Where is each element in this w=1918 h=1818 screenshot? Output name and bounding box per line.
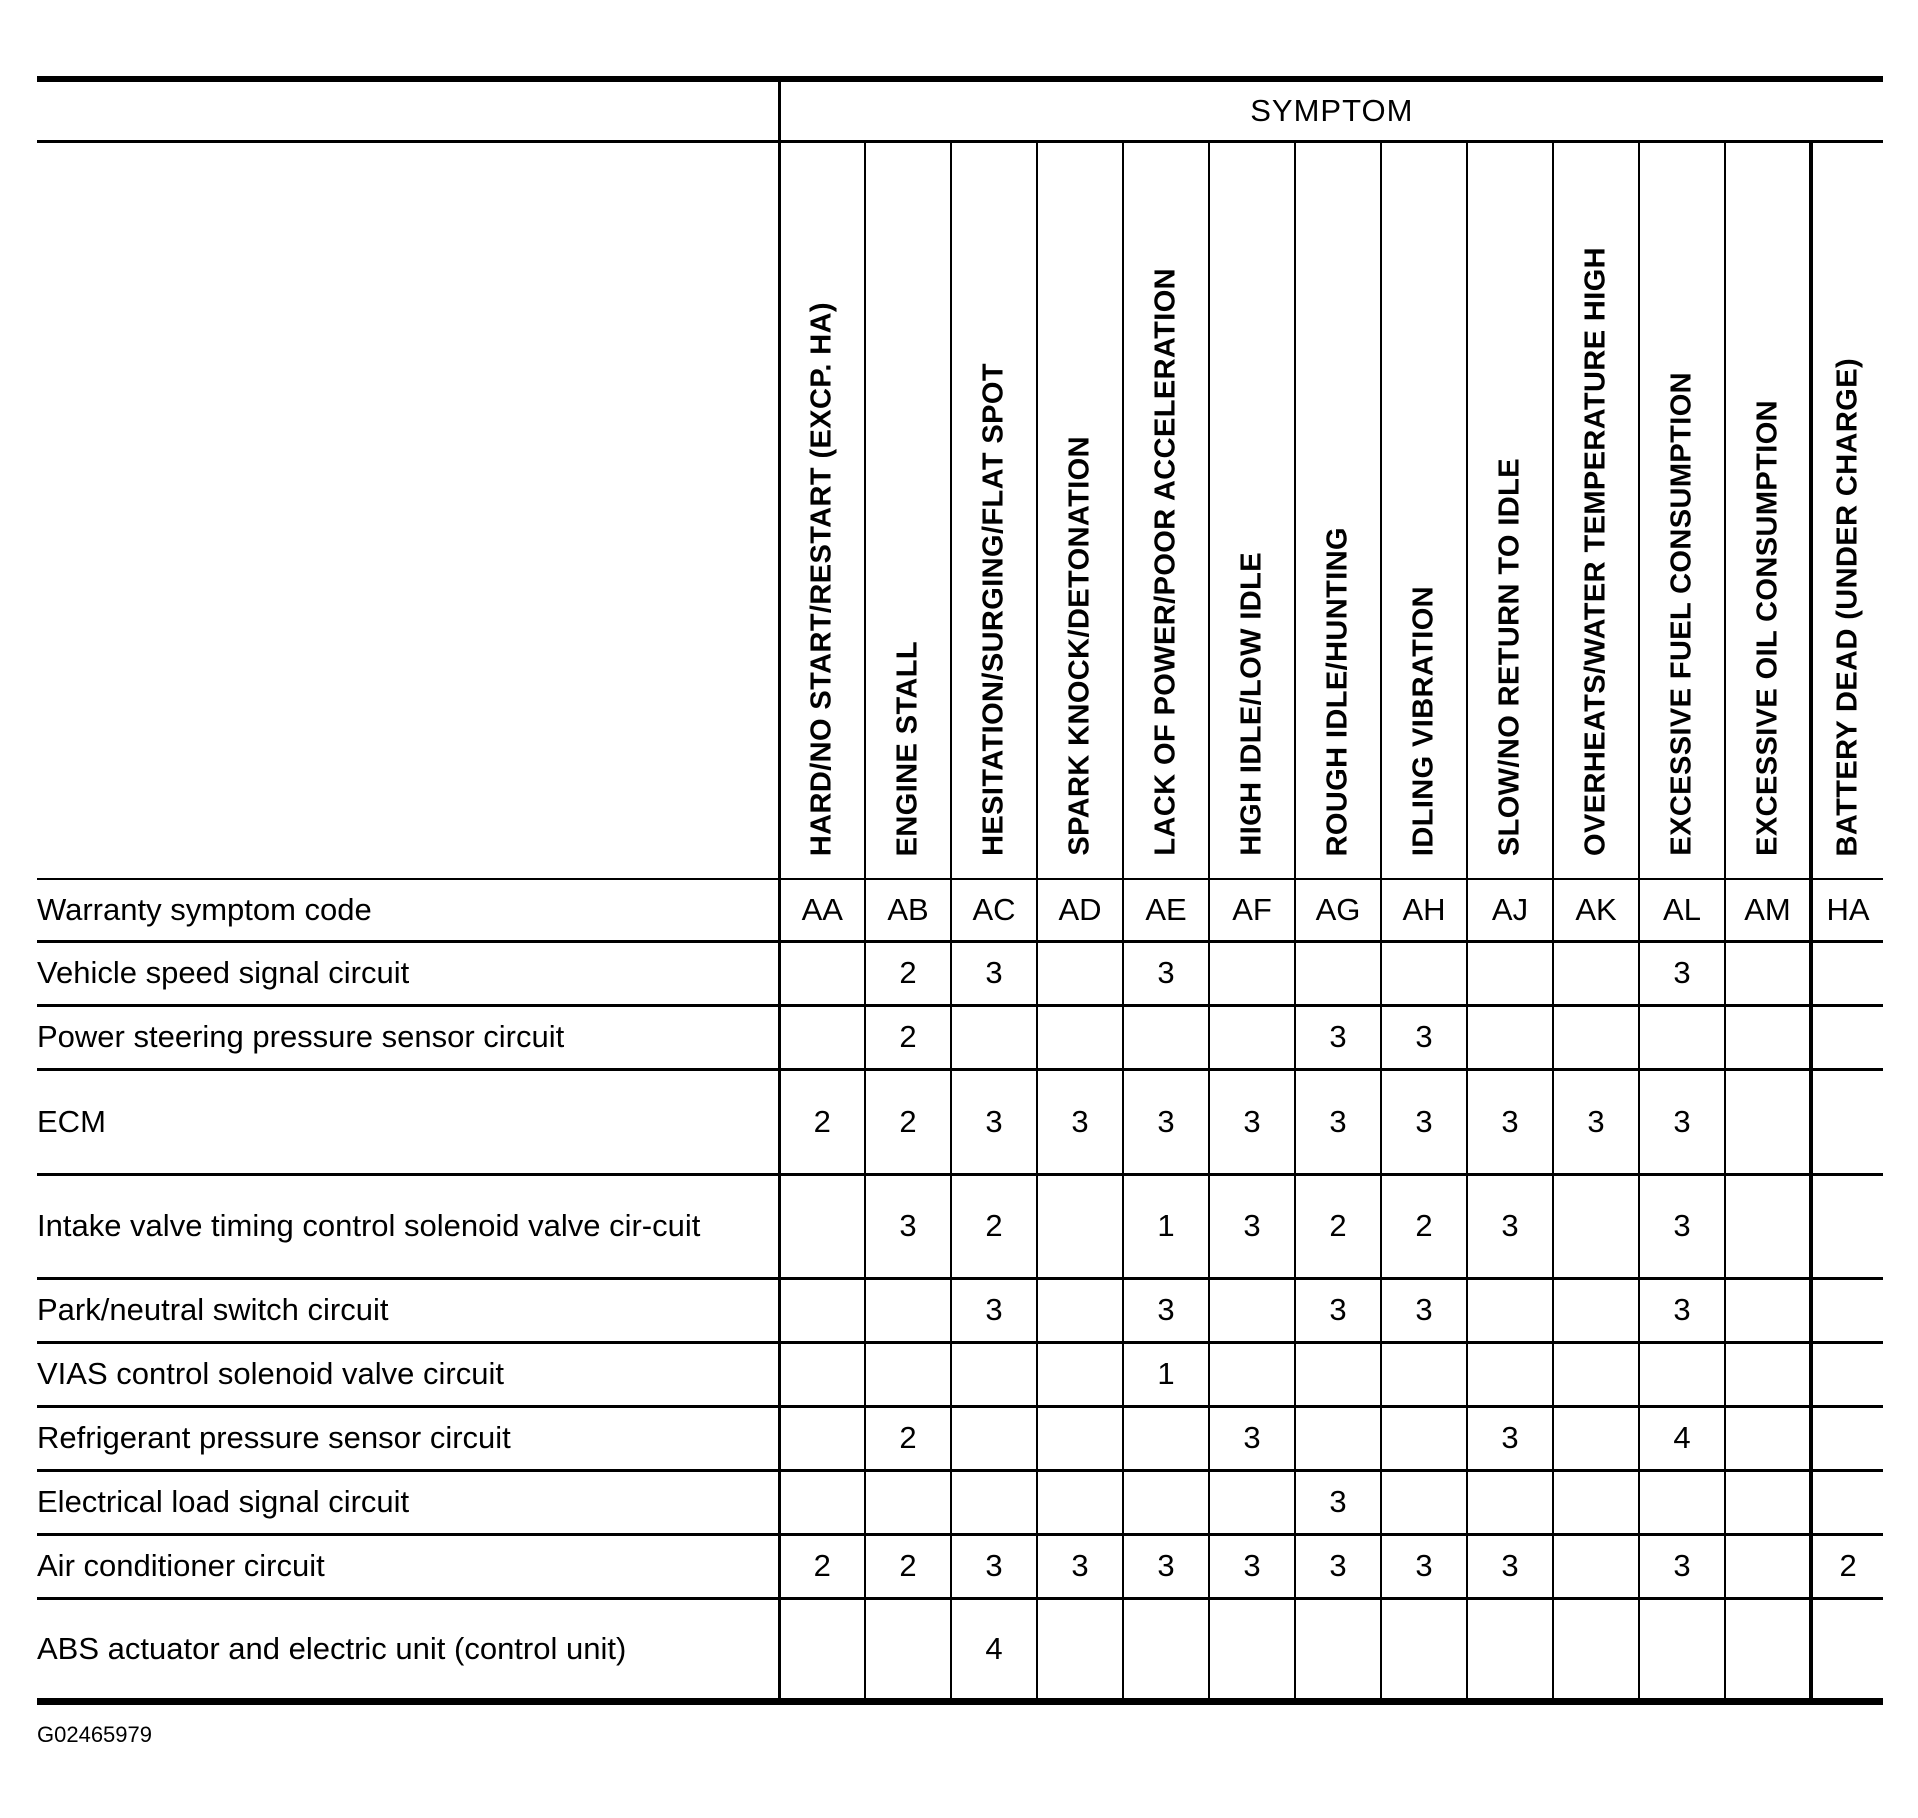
symptom-header-label: BATTERY DEAD (UNDER CHARGE): [1831, 357, 1864, 856]
table-cell: [1123, 1470, 1209, 1534]
table-cell: [1811, 941, 1883, 1005]
table-cell: 3: [1123, 941, 1209, 1005]
table-cell: 4: [1639, 1406, 1725, 1470]
table-cell: [1467, 941, 1553, 1005]
table-cell: [1295, 941, 1381, 1005]
row-label: Electrical load signal circuit: [37, 1470, 779, 1534]
table-cell: [1381, 941, 1467, 1005]
figure-id: G02465979: [37, 1722, 152, 1747]
table-cell: 3: [1381, 1534, 1467, 1598]
table-row: [37, 1174, 1883, 1278]
table-cell: [1209, 1470, 1295, 1534]
table-cell: [1209, 1342, 1295, 1406]
table-cell: 3: [951, 1069, 1037, 1174]
table-cell: [1725, 1174, 1811, 1278]
table-cell: 3: [1037, 1069, 1123, 1174]
table-cell: 3: [1209, 1174, 1295, 1278]
symptom-header-label: SLOW/NO RETURN TO IDLE: [1493, 457, 1526, 856]
table-cell: AF: [1209, 879, 1295, 941]
table-cell: 2: [779, 1534, 865, 1598]
table-cell: AJ: [1467, 879, 1553, 941]
row-label: Vehicle speed signal circuit: [37, 941, 779, 1005]
table-cell: [1811, 1174, 1883, 1278]
table-cell: [951, 1470, 1037, 1534]
table-cell: [1553, 1470, 1639, 1534]
table-cell: [1037, 1598, 1123, 1701]
table-cell: [1639, 1598, 1725, 1701]
table-row: [37, 879, 1883, 941]
symptom-header-label: IDLING VIBRATION: [1407, 585, 1440, 856]
table-cell: [1725, 1069, 1811, 1174]
label-column-header: [37, 142, 779, 880]
table-cell: 3: [1639, 1278, 1725, 1342]
table-cell: 3: [1209, 1069, 1295, 1174]
table-cell: [951, 1005, 1037, 1069]
header-corner: [37, 79, 779, 142]
table-cell: [1811, 1278, 1883, 1342]
table-cell: [1811, 1406, 1883, 1470]
table-cell: [1639, 1342, 1725, 1406]
table-cell: AD: [1037, 879, 1123, 941]
table-cell: [1381, 1342, 1467, 1406]
matrix-body: [37, 879, 1883, 1701]
table-cell: 2: [865, 1005, 951, 1069]
table-cell: [779, 1470, 865, 1534]
symptom-header-8: [1467, 142, 1553, 880]
row-label: Refrigerant pressure sensor circuit: [37, 1406, 779, 1470]
row-label: Intake valve timing control solenoid valve cir-cuit: [37, 1174, 779, 1278]
table-cell: [1639, 1005, 1725, 1069]
table-cell: [1811, 1005, 1883, 1069]
table-cell: [1467, 1278, 1553, 1342]
table-cell: 2: [1381, 1174, 1467, 1278]
table-cell: [1037, 941, 1123, 1005]
table-cell: AC: [951, 879, 1037, 941]
symptom-header-4: [1123, 142, 1209, 880]
table-cell: [1553, 1278, 1639, 1342]
table-cell: 2: [865, 1069, 951, 1174]
table-cell: 3: [1639, 1534, 1725, 1598]
symptom-header-label: OVERHEATS/WATER TEMPERATURE HIGH: [1579, 247, 1612, 856]
table-cell: [951, 1406, 1037, 1470]
table-cell: 3: [1037, 1534, 1123, 1598]
table-cell: [1037, 1470, 1123, 1534]
row-label: Warranty symptom code: [37, 879, 779, 941]
table-cell: [779, 1598, 865, 1701]
symptom-header-row: [37, 142, 1883, 880]
table-cell: [1725, 1470, 1811, 1534]
row-label: ECM: [37, 1069, 779, 1174]
row-label: Power steering pressure sensor circuit: [37, 1005, 779, 1069]
table-cell: 2: [1811, 1534, 1883, 1598]
symptom-header-label: SPARK KNOCK/DETONATION: [1063, 436, 1096, 856]
table-cell: [1553, 1174, 1639, 1278]
table-cell: [1725, 1278, 1811, 1342]
table-row: [37, 1534, 1883, 1598]
table-row: [37, 1069, 1883, 1174]
table-cell: [1639, 1470, 1725, 1534]
table-cell: 3: [1639, 1174, 1725, 1278]
table-cell: [1037, 1174, 1123, 1278]
table-cell: AM: [1725, 879, 1811, 941]
table-cell: [779, 1342, 865, 1406]
table-cell: 3: [1639, 941, 1725, 1005]
table-row: [37, 1278, 1883, 1342]
symptom-header-label: LACK OF POWER/POOR ACCELERATION: [1149, 268, 1182, 856]
table-cell: 3: [865, 1174, 951, 1278]
table-cell: 3: [1467, 1069, 1553, 1174]
symptom-header-11: [1725, 142, 1811, 880]
table-cell: [779, 1174, 865, 1278]
table-cell: [779, 1278, 865, 1342]
table-cell: 3: [1381, 1278, 1467, 1342]
table-row: [37, 1406, 1883, 1470]
table-cell: 3: [1123, 1278, 1209, 1342]
table-cell: [1295, 1598, 1381, 1701]
symptom-header-10: [1639, 142, 1725, 880]
table-row: [37, 1598, 1883, 1701]
table-cell: [779, 1406, 865, 1470]
table-cell: AH: [1381, 879, 1467, 941]
table-cell: 3: [1295, 1005, 1381, 1069]
table-cell: 2: [1295, 1174, 1381, 1278]
table-cell: 3: [1123, 1069, 1209, 1174]
table-cell: 3: [1467, 1174, 1553, 1278]
symptom-header-6: [1295, 142, 1381, 880]
table-cell: [1467, 1470, 1553, 1534]
table-cell: [1553, 1406, 1639, 1470]
table-cell: [1553, 941, 1639, 1005]
table-cell: 3: [951, 941, 1037, 1005]
symptom-header-label: HESITATION/SURGING/FLAT SPOT: [977, 363, 1010, 856]
table-cell: [951, 1342, 1037, 1406]
table-cell: 3: [1295, 1534, 1381, 1598]
row-label: Park/neutral switch circuit: [37, 1278, 779, 1342]
table-cell: 3: [1639, 1069, 1725, 1174]
table-cell: [1553, 1534, 1639, 1598]
table-cell: HA: [1811, 879, 1883, 941]
table-row: [37, 1005, 1883, 1069]
table-cell: [1467, 1342, 1553, 1406]
table-cell: [1725, 1406, 1811, 1470]
table-cell: 2: [779, 1069, 865, 1174]
table-cell: 1: [1123, 1174, 1209, 1278]
table-cell: AE: [1123, 879, 1209, 941]
row-label: VIAS control solenoid valve circuit: [37, 1342, 779, 1406]
symptom-header-1: [865, 142, 951, 880]
table-cell: [1037, 1278, 1123, 1342]
symptom-matrix-table: [37, 76, 1883, 1705]
table-cell: AK: [1553, 879, 1639, 941]
table-cell: [1467, 1598, 1553, 1701]
table-cell: [1295, 1342, 1381, 1406]
symptom-header-12: [1811, 142, 1883, 880]
table-cell: 3: [1209, 1534, 1295, 1598]
table-row: [37, 1470, 1883, 1534]
symptom-matrix-sheet: [37, 76, 1883, 1705]
symptom-header-7: [1381, 142, 1467, 880]
table-cell: [1209, 941, 1295, 1005]
table-cell: [1725, 1534, 1811, 1598]
table-cell: [1811, 1069, 1883, 1174]
symptom-header-2: [951, 142, 1037, 880]
table-cell: 3: [1295, 1069, 1381, 1174]
table-cell: [1725, 1598, 1811, 1701]
table-cell: 2: [951, 1174, 1037, 1278]
table-cell: [1209, 1005, 1295, 1069]
table-cell: AL: [1639, 879, 1725, 941]
table-cell: 3: [1209, 1406, 1295, 1470]
table-cell: 2: [865, 941, 951, 1005]
symptom-header-label: EXCESSIVE FUEL CONSUMPTION: [1665, 372, 1698, 856]
table-cell: [1725, 1005, 1811, 1069]
symptom-header-label: ENGINE STALL: [891, 640, 924, 856]
table-cell: [779, 941, 865, 1005]
table-cell: 3: [1553, 1069, 1639, 1174]
table-cell: [1209, 1278, 1295, 1342]
table-cell: [1725, 941, 1811, 1005]
table-row: [37, 941, 1883, 1005]
symptom-header-3: [1037, 142, 1123, 880]
table-cell: [1725, 1342, 1811, 1406]
table-cell: [1811, 1342, 1883, 1406]
symptom-header-9: [1553, 142, 1639, 880]
table-cell: 2: [865, 1534, 951, 1598]
table-cell: [1467, 1005, 1553, 1069]
table-cell: [1381, 1406, 1467, 1470]
table-cell: 3: [1467, 1534, 1553, 1598]
symptom-header-5: [1209, 142, 1295, 880]
table-cell: [1037, 1005, 1123, 1069]
table-cell: AG: [1295, 879, 1381, 941]
table-cell: [1295, 1406, 1381, 1470]
table-cell: AA: [779, 879, 865, 941]
table-cell: [865, 1278, 951, 1342]
symptom-header-label: ROUGH IDLE/HUNTING: [1321, 526, 1354, 856]
table-cell: [779, 1005, 865, 1069]
table-cell: 2: [865, 1406, 951, 1470]
table-cell: [1553, 1598, 1639, 1701]
table-cell: [1553, 1342, 1639, 1406]
table-cell: [1037, 1406, 1123, 1470]
row-label: Air conditioner circuit: [37, 1534, 779, 1598]
table-cell: [865, 1598, 951, 1701]
table-cell: 1: [1123, 1342, 1209, 1406]
symptom-header-label: HIGH IDLE/LOW IDLE: [1235, 552, 1268, 856]
table-cell: [1209, 1598, 1295, 1701]
symptom-header-label: EXCESSIVE OIL CONSUMPTION: [1751, 400, 1783, 856]
row-label: ABS actuator and electric unit (control unit): [37, 1630, 627, 1666]
table-cell: [1381, 1598, 1467, 1701]
table-cell: 3: [1467, 1406, 1553, 1470]
symptom-header-0: [779, 142, 865, 880]
symptom-header-label: HARD/NO START/RESTART (EXCP. HA): [805, 301, 838, 856]
table-cell: [865, 1342, 951, 1406]
table-cell: [1037, 1342, 1123, 1406]
table-cell: [1123, 1598, 1209, 1701]
table-cell: [1381, 1470, 1467, 1534]
table-cell: [1123, 1406, 1209, 1470]
table-cell: [1553, 1005, 1639, 1069]
table-cell: 3: [1381, 1005, 1467, 1069]
table-cell: [1123, 1005, 1209, 1069]
table-cell: [1811, 1470, 1883, 1534]
table-cell: 3: [1295, 1278, 1381, 1342]
table-cell: [1811, 1598, 1883, 1701]
table-cell: 4: [951, 1598, 1037, 1701]
table-cell: [865, 1470, 951, 1534]
symptom-group-header: SYMPTOM: [779, 79, 1883, 142]
table-cell: 3: [951, 1534, 1037, 1598]
table-cell: 3: [1381, 1069, 1467, 1174]
table-cell: AB: [865, 879, 951, 941]
table-cell: 3: [1123, 1534, 1209, 1598]
table-cell: 3: [1295, 1470, 1381, 1534]
table-row: [37, 1342, 1883, 1406]
table-cell: 3: [951, 1278, 1037, 1342]
